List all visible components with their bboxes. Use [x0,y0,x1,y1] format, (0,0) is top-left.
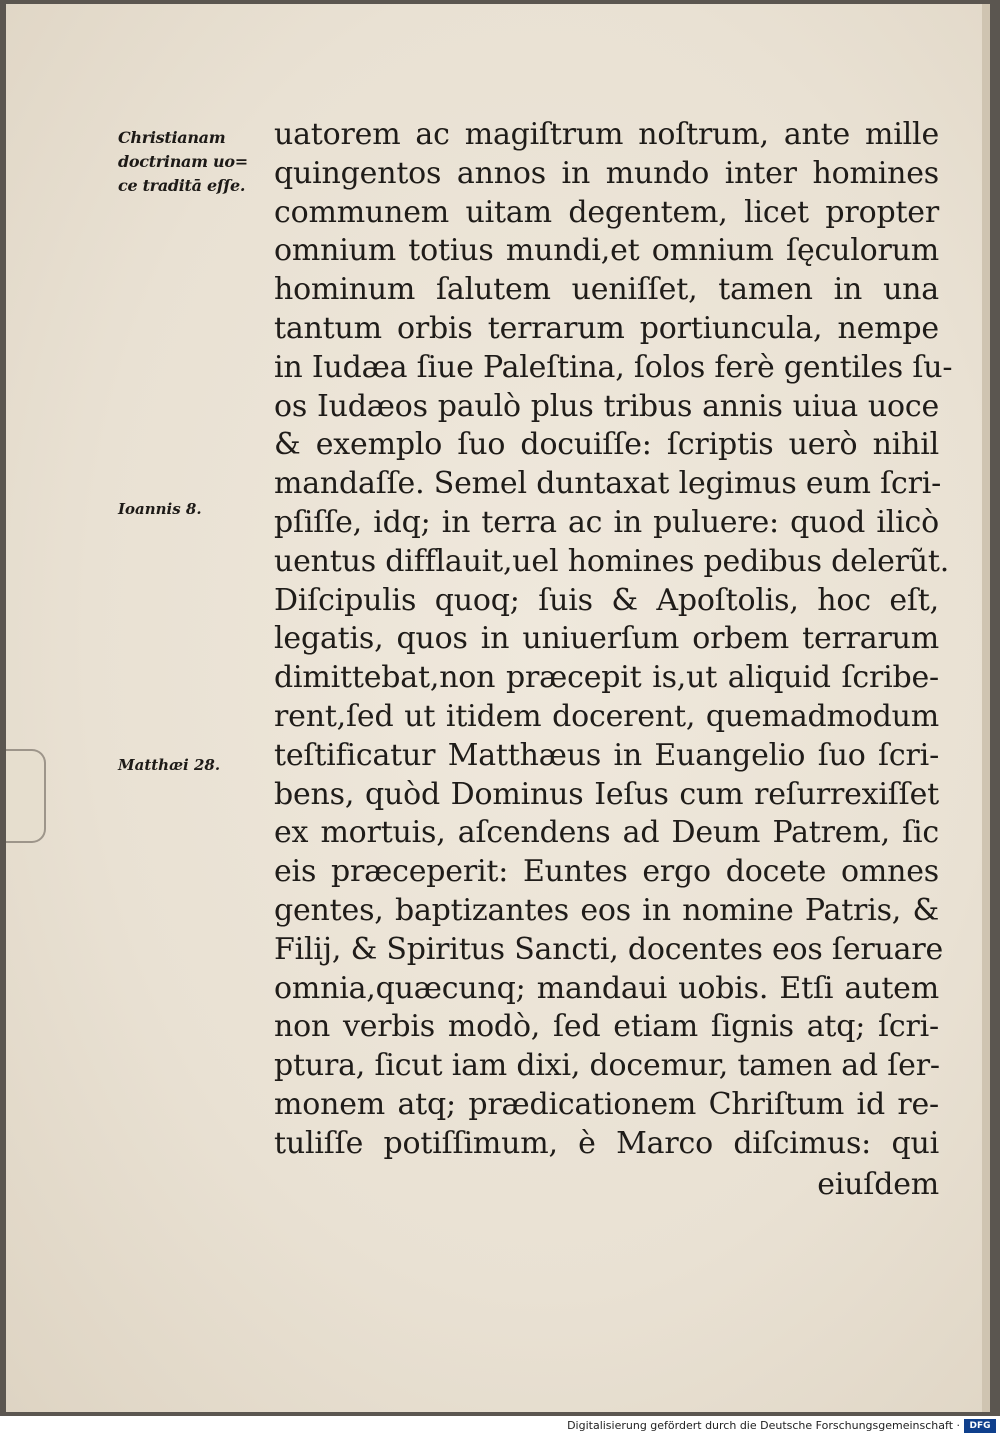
text-line: communem uitam degentem, licet propter [274,194,939,230]
page-fold-edge [6,749,46,843]
margin-note-christianam [118,126,248,198]
text-line: ptura, ſicut iam dixi, docemur, tamen ad ſer- [274,1048,940,1084]
dfg-logo: DFG [964,1419,996,1433]
margin-note-line: doctrinam uo= [118,152,248,171]
text-line: tantum orbis terrarum portiuncula, nempe [274,310,939,346]
text-line: non verbis modò, ſed etiam ſignis atq; ſcri- [274,1009,939,1045]
text-line: mandaſſe. Semel duntaxat legimus eum ſcri- [274,466,942,502]
text-line: bens, quòd Dominus Ieſus cum reſurrexiſſet [274,776,939,812]
text-line: omnia,quæcunq; mandaui uobis. Etſi autem [274,970,939,1006]
catchword: eiuſdem [817,1166,939,1202]
text-line: hominum ſalutem ueniſſet, tamen in una [274,272,939,308]
body-text [274,116,953,1204]
text-line: tuliſſe potiſſimum, è Marco diſcimus: qui [274,1125,939,1161]
text-line: ex mortuis, aſcendens ad Deum Patrem, ſic [274,815,939,851]
text-line: gentes, baptizantes eos in nomine Patris, & [274,892,939,928]
footer-bar [0,1416,1000,1436]
book-page [6,4,990,1412]
text-line: pſiſſe, idq; in terra ac in puluere: quod ilicò [274,504,939,540]
text-line: quingentos annos in mundo inter homines [274,155,939,191]
text-line: teſtificatur Matthæus in Euangelio ſuo ſcri- [274,737,939,773]
funding-credit: Digitalisierung gefördert durch die Deutsche Forschungsgemeinschaft · [567,1419,960,1432]
text-line: uentus difflauit,uel homines pedibus delerũt. [274,543,950,579]
text-line: Diſcipulis quoq; ſuis & Apoſtolis, hoc eſt, [274,582,939,618]
text-line: in Iudæa ſiue Paleſtina, ſolos ferè gentiles ſu- [274,349,953,385]
text-line: Filij, & Spiritus Sancti, docentes eos ſeruare [274,931,944,967]
text-line: omnium totius mundi,et omnium ſęculorum [274,233,939,269]
text-line: dimittebat,non præcepit is,ut aliquid ſcribe- [274,660,939,696]
text-line: monem atq; prædicationem Chriſtum id re- [274,1086,939,1122]
margin-note-matthaei: Matthæi 28. [118,756,221,774]
margin-note-ioannis: Ioannis 8. [118,500,202,518]
margin-note-line: ce traditā eſſe. [118,176,246,195]
text-line: & exemplo ſuo docuiſſe: ſcriptis uerò nihil [274,427,939,463]
text-line: os Iudæos paulò plus tribus annis uiua uoce [274,388,939,424]
text-line: legatis, quos in uniuerſum orbem terrarum [274,621,939,657]
text-line: eis præceperit: Euntes ergo docete omnes [274,854,939,890]
text-line: uatorem ac magiſtrum noſtrum, ante mille [274,117,939,152]
margin-note-line: Christianam [118,128,226,147]
text-line: rent,ſed ut itidem docerent, quemadmodum [274,698,939,734]
